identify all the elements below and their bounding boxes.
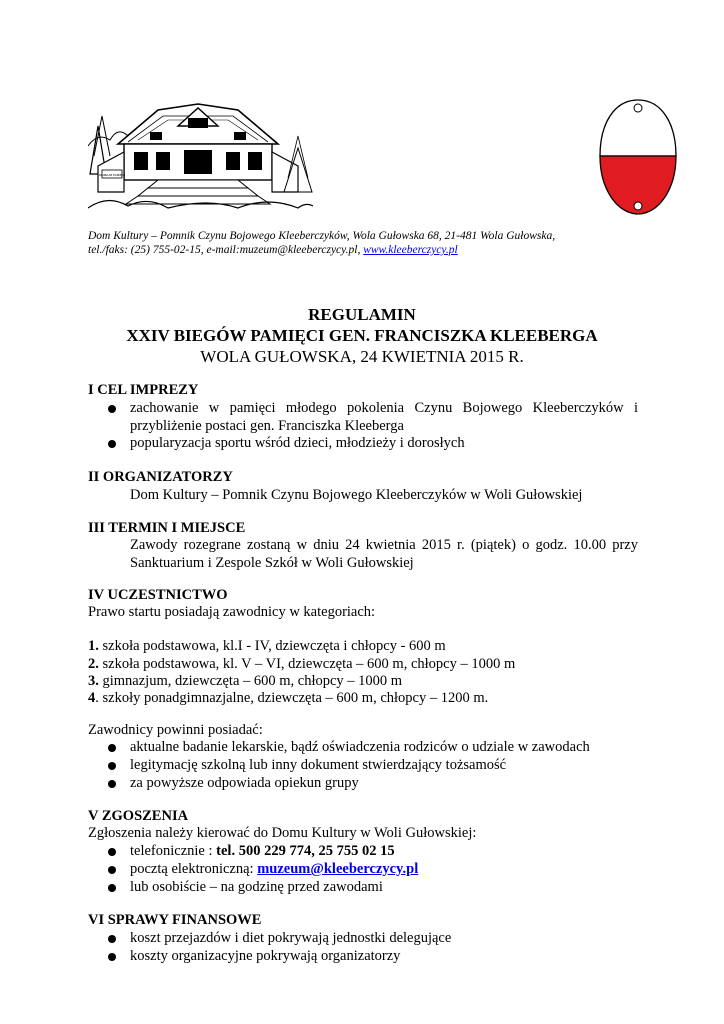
building-sketch-logo	[88, 96, 313, 218]
bullet-icon	[108, 762, 116, 770]
registration-in-person: lub osobiście – na godzinę przed zawodami	[130, 879, 383, 895]
category-number: 4	[88, 690, 96, 706]
header-address-line: Dom Kultury – Pomnik Czynu Bojowego Kleeberczyków, Wola Gułowska 68, 21-481 Wola Gułowska,	[88, 230, 556, 242]
section-heading-goal: I CEL IMPREZY	[88, 382, 199, 398]
document-title: REGULAMIN	[308, 305, 416, 324]
registration-phone	[130, 842, 395, 860]
building-sign-text: MUZEUM PAMIĘCI	[98, 173, 126, 177]
organizer-text: Dom Kultury – Pomnik Czynu Bojowego Kleeberczyków w Woli Gułowskiej	[130, 487, 583, 503]
phone-label: telefonicznie :	[130, 843, 217, 859]
section-heading-organizers: II ORGANIZATORZY	[88, 469, 233, 485]
event-title: XXIV BIEGÓW PAMIĘCI GEN. FRANCISZKA KLEEBERGA	[126, 326, 598, 345]
category-text: gimnazjum, dziewczęta – 600 m, chłopcy – 1000 m	[98, 673, 403, 689]
goal-item-1-line2: przybliżenie postaci gen. Franciszka Kleeberga	[130, 418, 404, 434]
participation-intro: Prawo startu posiadają zawodnicy w kategoriach:	[88, 604, 376, 620]
section-heading-participation: IV UCZESTNICTWO	[88, 587, 228, 603]
bullet-icon	[108, 848, 116, 856]
requirement-item: aktualne badanie lekarskie, bądź oświadczenia rodziców o udziale w zawodach	[130, 739, 590, 755]
category-item	[88, 637, 446, 655]
category-item	[88, 689, 488, 707]
bullet-icon	[108, 780, 116, 788]
header-contact-text: tel./faks: (25) 755-02-15, e-mail:muzeum@kleeberczycy.pl,	[88, 244, 364, 256]
bullet-icon	[108, 405, 116, 413]
bullet-icon	[108, 935, 116, 943]
finance-item: koszt przejazdów i diet pokrywają jednostki delegujące	[130, 930, 452, 946]
bullet-icon	[108, 744, 116, 752]
header-contact-line	[88, 243, 648, 257]
category-text: szkoła podstawowa, kl. V – VI, dziewczęta – 600 m, chłopcy – 1000 m	[98, 656, 516, 672]
category-number: 2.	[88, 656, 99, 672]
bullet-icon	[108, 440, 116, 448]
section-heading-date-place: III TERMIN I MIEJSCE	[88, 520, 246, 536]
registration-intro: Zgłoszenia należy kierować do Domu Kultury w Woli Gułowskiej:	[88, 825, 477, 841]
date-place-line2: Sanktuarium i Zespole Szkół w Woli Gułowskiej	[130, 555, 414, 571]
email-label: pocztą elektroniczną:	[130, 861, 258, 877]
category-text: szkoła podstawowa, kl.I - IV, dziewczęta i chłopcy - 600 m	[98, 638, 446, 654]
date-place-line1: Zawody rozegrane zostaną w dniu 24 kwietnia 2015 r. (piątek) o godz. 10.00 przy	[130, 537, 638, 553]
category-text: . szkoły ponadgimnazjalne, dziewczęta – 600 m, chłopcy – 1200 m.	[95, 690, 489, 706]
category-item	[88, 655, 515, 673]
requirement-item: legitymację szkolną lub inny dokument stwierdzający tożsamość	[130, 757, 507, 773]
website-link[interactable]: www.kleeberczycy.pl	[363, 244, 458, 256]
finance-item: koszty organizacyjne pokrywają organizatorzy	[130, 948, 401, 964]
requirement-item: za powyższe odpowiada opiekun grupy	[130, 775, 359, 791]
event-place-date: WOLA GUŁOWSKA, 24 KWIETNIA 2015 R.	[200, 347, 524, 366]
section-heading-finance: VI SPRAWY FINANSOWE	[88, 912, 262, 928]
crest-emblem-logo	[596, 98, 680, 216]
registration-email	[130, 860, 418, 878]
category-number: 3.	[88, 673, 99, 689]
goal-item-2: popularyzacja sportu wśród dzieci, młodzieży i dorosłych	[130, 435, 465, 451]
bullet-icon	[108, 953, 116, 961]
bullet-icon	[108, 866, 116, 874]
requirements-intro: Zawodnicy powinni posiadać:	[88, 722, 263, 738]
category-item	[88, 672, 402, 690]
email-link[interactable]: muzeum@kleeberczycy.pl	[257, 861, 419, 877]
section-heading-registration: V ZGOSZENIA	[88, 808, 189, 824]
bullet-icon	[108, 884, 116, 892]
category-number: 1.	[88, 638, 99, 654]
goal-item-1-line1: zachowanie w pamięci młodego pokolenia Czynu Bojowego Kleeberczyków i	[130, 400, 638, 416]
phone-number: tel. 500 229 774, 25 755 02 15	[216, 843, 395, 859]
